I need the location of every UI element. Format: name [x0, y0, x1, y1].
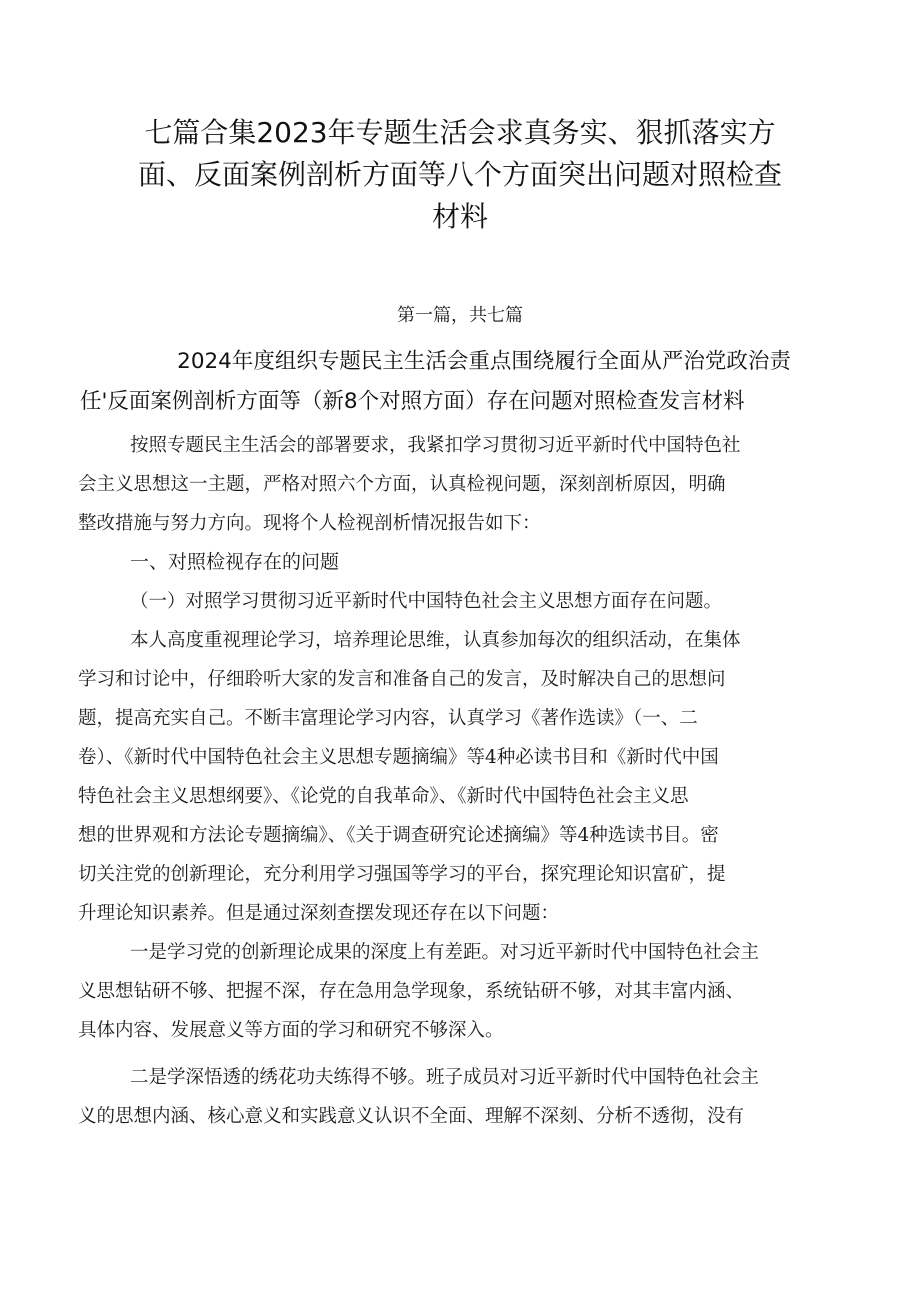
- paragraph-line: 本人高度重视理论学习，培养理论思维，认真参加每次的组织活动，在集体: [130, 630, 741, 651]
- paragraph-line: 想的世界观和方法论专题摘编》、《关于调查研究论述摘编》等4种选读书目。密: [78, 825, 719, 846]
- paragraph-gap: [78, 1050, 854, 1058]
- intro-line: 整改措施与努力方向。现将个人检视剖析情况报告如下：: [78, 513, 541, 534]
- intro-line: 按照专题民主生活会的部署要求，我紧扣学习贯彻习近平新时代中国特色社: [130, 435, 741, 456]
- section-label: 第一篇，共七篇: [397, 305, 523, 326]
- document-subtitle: [80, 342, 870, 422]
- paragraph-line: 升理论知识素养。但是通过深刻查摆发现还存在以下问题：: [78, 903, 560, 924]
- intro-line: 会主义思想这一主题，严格对照六个方面，认真检视问题，深刻剖析原因，明确: [78, 474, 726, 495]
- subsection-heading: （一）对照学习贯彻习近平新时代中国特色社会主义思想方面存在问题。: [130, 591, 723, 612]
- paragraph-line: 切关注党的创新理论，充分利用学习强国等学习的平台，探究理论知识富矿，提: [78, 864, 726, 885]
- paragraph-line: 具体内容、发展意义等方面的学习和研究不够深入。: [78, 1020, 504, 1041]
- paragraph-line: 义思想钻研不够、把握不深，存在急用急学现象，系统钻研不够，对其丰富内涵、: [78, 981, 745, 1002]
- subtitle-line: 2024年度组织专题民主生活会重点围绕履行全面从严治党政治责: [177, 349, 791, 374]
- paragraph-line: 特色社会主义思想纲要》、《论党的自我革命》、《新时代中国特色社会主义思: [78, 786, 689, 807]
- paragraph-line: 卷）、《新时代中国特色社会主义思想专题摘编》等4种必读书目和《新时代中国: [78, 747, 719, 768]
- title-line: 材料: [431, 200, 488, 233]
- document-body: [78, 426, 854, 1136]
- paragraph-line: 题，提高充实自己。不断丰富理论学习内容，认真学习《著作选读》（一、二: [78, 708, 698, 729]
- paragraph-line: 学习和讨论中，仔细聆听大家的发言和准备自己的发言，及时解决自己的思想问: [78, 669, 726, 690]
- paragraph-line: 二是学深悟透的绣花功夫练得不够。班子成员对习近平新时代中国特色社会主: [130, 1067, 760, 1088]
- section-heading: 一、对照检视存在的问题: [130, 551, 340, 573]
- subtitle-line: 任'反面案例剖析方面等（新8个对照方面）存在问题对照检查发言材料: [80, 389, 745, 414]
- paragraph-line: 义的思想内涵、核心意义和实践意义认识不全面、理解不深刻、分析不透彻，没有: [78, 1106, 745, 1127]
- document-title: [100, 112, 820, 238]
- title-line: 面、反面案例剖析方面等八个方面突出问题对照检查: [137, 158, 782, 191]
- title-line: 七篇合集2023年专题生活会求真务实、狠抓落实方: [144, 116, 776, 149]
- paragraph-line: 一是学习党的创新理论成果的深度上有差距。对习近平新时代中国特色社会主: [130, 942, 760, 963]
